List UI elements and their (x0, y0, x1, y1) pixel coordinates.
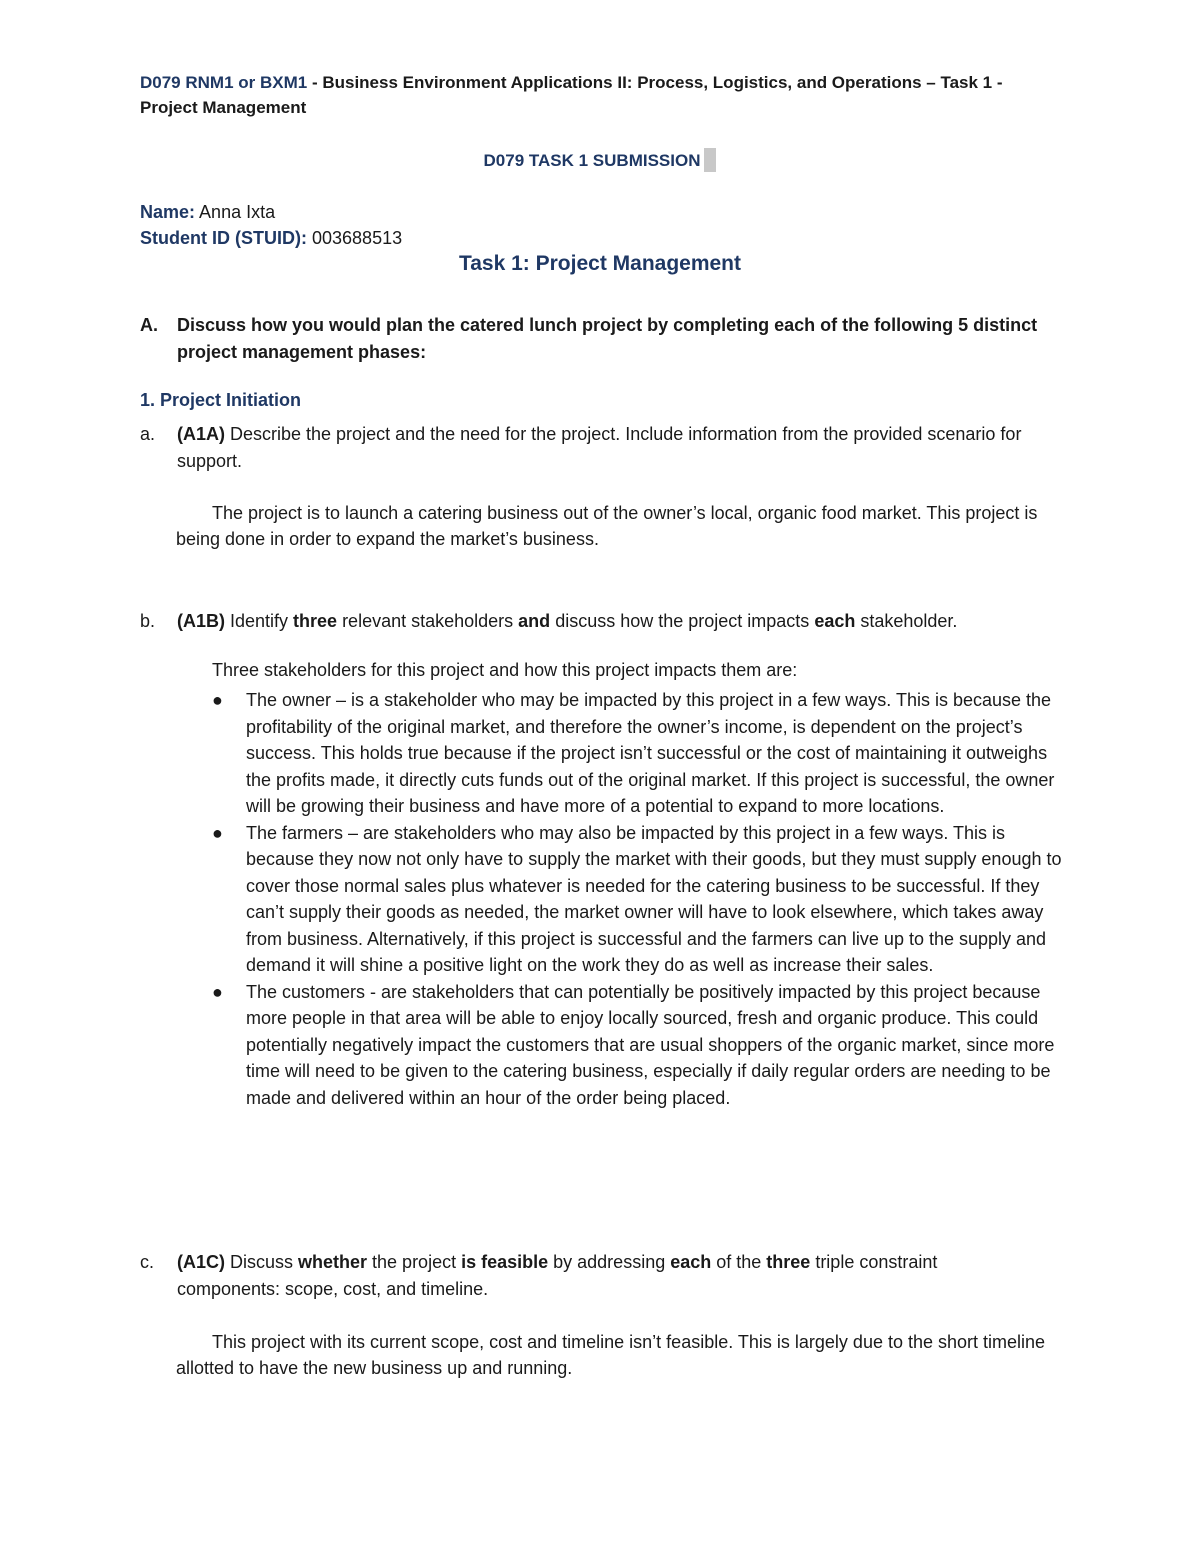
question-a1b-prompt-1: Identify (225, 611, 294, 631)
name-value: Anna Ixta (199, 202, 276, 222)
question-a1c-p4: of the (711, 1252, 767, 1272)
question-a1a-letter: a. (140, 424, 156, 444)
question-a1c-each: each (670, 1252, 712, 1272)
phase-1-heading: 1. Project Initiation (140, 390, 302, 410)
question-a1a (140, 421, 1040, 475)
text-cursor-marker (704, 148, 716, 172)
section-a-letter: A. (140, 315, 158, 335)
question-a1c-feasible: is feasible (461, 1252, 549, 1272)
question-a1c-p2: the project (367, 1252, 462, 1272)
question-a1b-three: three (293, 611, 338, 631)
bullet-icon: ● (212, 822, 223, 843)
stakeholders-intro: Three stakeholders for this project and how this project impacts them are: (212, 660, 798, 680)
question-a1b-letter: b. (140, 611, 156, 631)
stakeholder-customers: The customers - are stakeholders that can potentially be positively impacted by this project because more people in that area will be able to enjoy locally sourced, fresh and organic produce. This could potentially negatively impact the customers that are usual shoppers of the organic market, since more time will need to be given to the catering business, especially if daily regular orders are needing to be made and delivered within an hour of the order being placed. (246, 981, 1055, 1108)
course-header (140, 70, 1060, 120)
question-a1b-prompt-3: discuss how the project impacts (550, 611, 815, 631)
section-a-text: Discuss how you would plan the catered lunch project by completing each of the following 5 distinct project management phases: (177, 315, 1038, 362)
question-a1b-prompt-4: stakeholder. (855, 611, 958, 631)
course-title: - Business Environment Applications II: Process, Logistics, and Operations – Task 1 - Project Management (140, 73, 1003, 117)
stakeholder-farmers: The farmers – are stakeholders who may also be impacted by this project in a few ways. This is because they now not only have to supply the market with their goods, but they must supply enough to cover those normal sales plus whatever is needed for the catering business to be successful. If they can’t supply their goods as needed, the market owner will have to look elsewhere, which takes away from business. Alternatively, if this project is successful and the farmers can live up to the supply and demand it will shine a positive light on the work they do as well as increase their sales. (246, 822, 1062, 975)
question-a1b-each: each (814, 611, 856, 631)
question-a1a-prompt: Describe the project and the need for the project. Include information from the provided scenario for support. (177, 424, 1022, 471)
submission-title (0, 148, 1200, 172)
student-id-value: 003688513 (312, 228, 403, 248)
question-a1a-code: (A1A) (177, 424, 225, 444)
answer-a1c: This project with its current scope, cost and timeline isn’t feasible. This is largely due to the short timeline allotted to have the new business up and running. (176, 1332, 1046, 1378)
student-id-label: Student ID (STUID): (140, 228, 307, 248)
question-a1c-letter: c. (140, 1252, 155, 1272)
question-a1c (140, 1249, 1040, 1303)
list-item (212, 820, 1062, 979)
question-a1b-prompt-2: relevant stakeholders (337, 611, 519, 631)
stakeholder-list (212, 687, 1062, 1111)
question-a1b-code: (A1B) (177, 611, 225, 631)
student-id-line (140, 226, 402, 250)
list-item (212, 687, 1062, 820)
question-a1c-whether: whether (298, 1252, 368, 1272)
bullet-icon: ● (212, 690, 223, 710)
question-a1c-p1: Discuss (225, 1252, 299, 1272)
question-a1b (140, 608, 1040, 635)
student-name-line (140, 200, 275, 224)
name-label: Name: (140, 202, 196, 222)
submission-title-text: D079 TASK 1 SUBMISSION (483, 151, 701, 170)
answer-a1a: The project is to launch a catering business out of the owner’s local, organic food market. This project is being done in order to expand the market’s business. (176, 503, 1038, 549)
question-a1c-p5: triple constraint components: scope, cost, and timeline. (177, 1252, 938, 1299)
course-code: D079 RNM1 or BXM1 (140, 73, 308, 92)
question-a1c-p3: by addressing (548, 1252, 671, 1272)
stakeholder-owner: The owner – is a stakeholder who may be impacted by this project in a few ways. This is because the profitability of the original market, and therefore the owner’s income, is dependent on the project’s success. This holds true because if the project isn’t successful or the cost of maintaining it outweighs the profits made, it directly cuts funds out of the original market. If this project is successful, the owner will be growing their business and have more of a potential to expand to more locations. (246, 690, 1055, 816)
question-a1b-and: and (518, 611, 551, 631)
question-a1c-three: three (766, 1252, 811, 1272)
list-item (212, 979, 1062, 1112)
question-a1c-code: (A1C) (177, 1252, 225, 1272)
task-title: Task 1: Project Management (458, 252, 742, 275)
section-a-prompt (140, 312, 1040, 366)
bullet-icon: ● (212, 981, 223, 1002)
